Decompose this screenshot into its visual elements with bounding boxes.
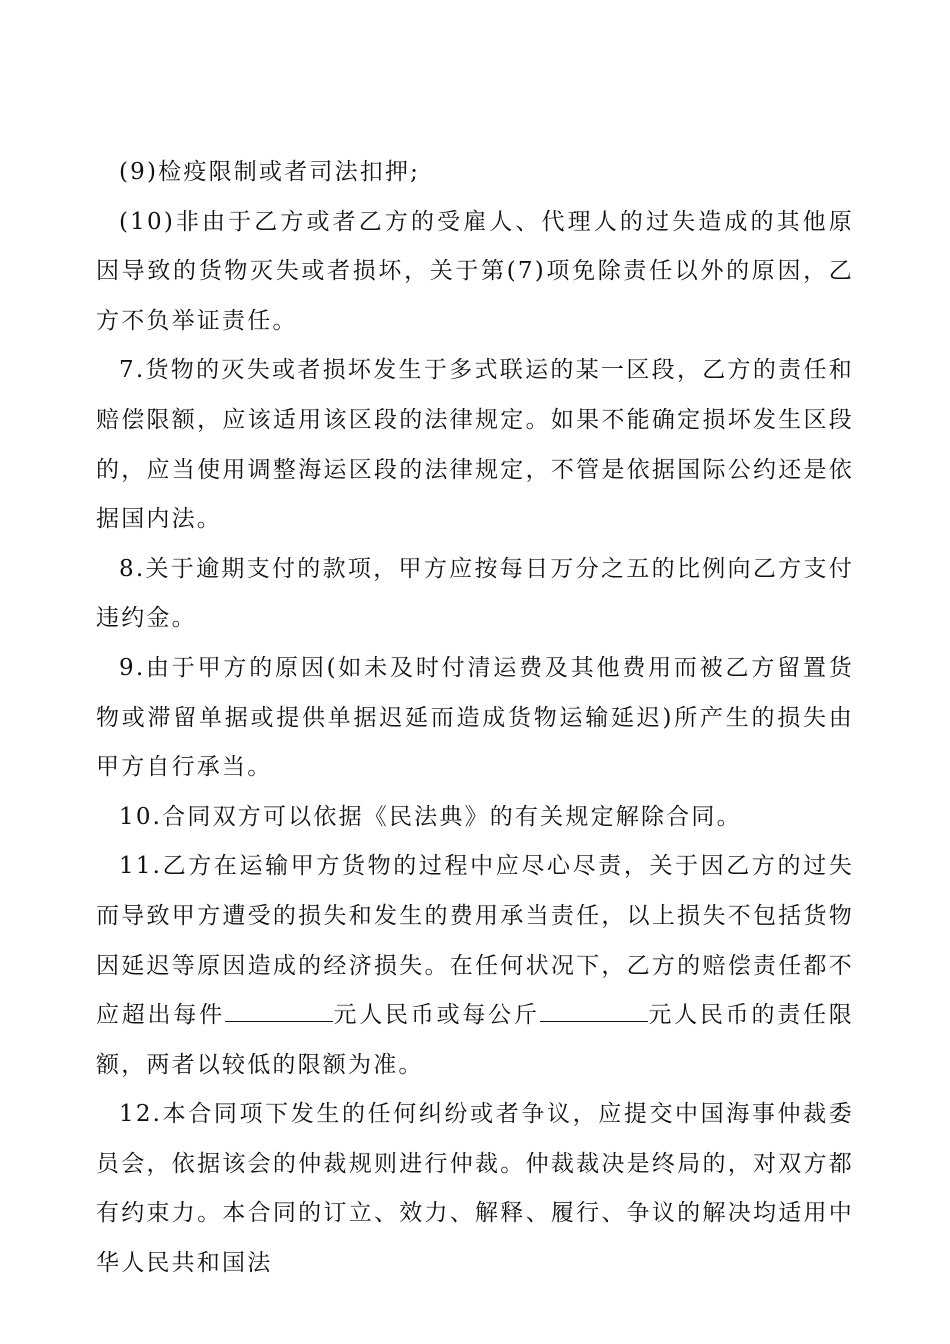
- document-body: [96, 148, 854, 1289]
- clause-10: 10.合同双方可以依据《民法典》的有关规定解除合同。: [119, 803, 742, 830]
- clause-12: 12.本合同项下发生的任何纠纷或者争议，应提交中国海事仲裁委员会，依据该会的仲裁规则进行仲裁。仲裁裁决是终局的，对双方都有约束力。本合同的订立、效力、解释、履行、争议的解决均适用中华人民共和国法: [96, 1101, 854, 1277]
- clause-11-text-part2: 元人民币或每公斤: [332, 1002, 540, 1029]
- per-piece-amount-blank: [225, 1001, 333, 1022]
- clause-11: [96, 842, 854, 1090]
- clause-8: 8.关于逾期支付的款项，甲方应按每日万分之五的比例向乙方支付违约金。: [96, 555, 854, 632]
- clause-11-text-part3: 元人民币的责任限额，两者以较低的限额为准。: [96, 1002, 854, 1078]
- paragraph-item-9: (9)检疫限制或者司法扣押;: [119, 159, 421, 185]
- clause-7: 7.货物的灭失或者损坏发生于多式联运的某一区段，乙方的责任和赔偿限额，应该适用该区段的法律规定。如果不能确定损坏发生区段的，应当使用调整海运区段的法律规定，不管是依据国际公约还是依据国内法。: [96, 357, 854, 533]
- clause-11-text-part1: 11.乙方在运输甲方货物的过程中应尽心尽责，关于因乙方的过失而导致甲方遭受的损失和发生的费用承当责任，以上损失不包括货物因延迟等原因造成的经济损失。在任何状况下，乙方的赔偿责任都不应超出每件: [96, 853, 854, 1029]
- clause-9: 9.由于甲方的原因(如未及时付清运费及其他费用而被乙方留置货物或滞留单据或提供单据迟延而造成货物运输延迟)所产生的损失由甲方自行承当。: [96, 654, 854, 781]
- per-kilogram-amount-blank: [540, 1001, 648, 1022]
- paragraph-item-10: (10)非由于乙方或者乙方的受雇人、代理人的过失造成的其他原因导致的货物灭失或者损坏，关于第(7)项免除责任以外的原因，乙方不负举证责任。: [96, 208, 854, 334]
